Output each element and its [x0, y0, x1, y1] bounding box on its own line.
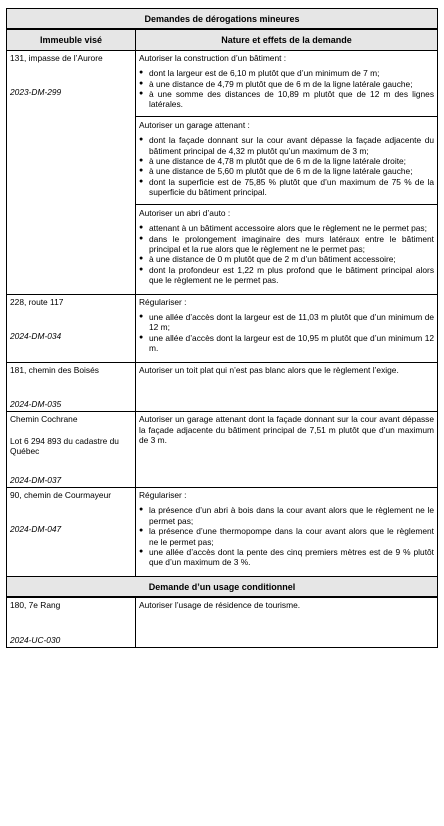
list-item	[139, 254, 434, 264]
property-cell	[7, 50, 136, 294]
list-item-text: une allée d’accès dont la largeur est de 11,03 m plutôt que d’un minimum de 12 m;	[149, 311, 435, 333]
bullet-icon: ●	[139, 224, 144, 232]
list-item	[139, 547, 434, 568]
column-header-nature: Nature et effets de la demande	[136, 29, 438, 50]
nature-cell	[136, 412, 438, 488]
property-address: Chemin Cochrane	[10, 414, 78, 425]
table-row	[7, 362, 438, 412]
bullet-icon: ●	[139, 136, 144, 144]
list-item	[139, 265, 434, 286]
table-row	[7, 597, 438, 647]
list-item	[139, 526, 434, 547]
property-address: 228, route 117	[10, 296, 64, 307]
group-intro: Autoriser l’usage de résidence de tourisme.	[139, 600, 301, 611]
property-cell	[7, 362, 136, 412]
effects-list	[139, 135, 434, 197]
list-item-text: une allée d’accès dont la largeur est de 10,95 m plutôt que d’un minimum 12 m.	[149, 332, 435, 354]
request-code: 2024-DM-037	[10, 474, 62, 485]
nature-cell	[136, 294, 438, 362]
list-item	[139, 156, 434, 166]
column-header-property: Immeuble visé	[7, 29, 136, 50]
list-item-text: à une distance de 5,60 m plutôt que de 6 m de la ligne latérale gauche;	[149, 166, 413, 177]
bullet-icon: ●	[139, 157, 144, 165]
effects-list	[139, 223, 434, 285]
table-row	[7, 412, 438, 488]
section-header-derogations	[7, 9, 438, 30]
request-code: 2024-DM-035	[10, 398, 62, 409]
list-item	[139, 166, 434, 176]
section-header-conditional-use	[7, 576, 438, 597]
request-code: 2024-DM-034	[10, 330, 62, 341]
table-row	[7, 294, 438, 362]
effects-list	[139, 312, 434, 354]
bullet-icon: ●	[139, 506, 144, 514]
list-item-text: une allée d’accès dont la pente des cinq premiers mètres est de 9 % plutôt que d’un maximum de 3 %.	[149, 547, 435, 568]
list-item	[139, 135, 434, 156]
group-intro: Autoriser la construction d’un bâtiment :	[139, 52, 287, 63]
section-title-derogations: Demandes de dérogations mineures	[7, 9, 438, 30]
list-item-text: dont la façade donnant sur la cour avant dépasse la façade adjacente du bâtiment principal de 4,32 m plutôt qu’un maximum de 3 m;	[149, 135, 435, 156]
property-address: 181, chemin des Boisés	[10, 364, 99, 375]
list-item-text: dans le prolongement imaginaire des murs latéraux entre le bâtiment principal et la rue alors que le règlement ne le permet pas;	[149, 233, 435, 254]
bullet-icon: ●	[139, 265, 144, 273]
nature-cell	[136, 50, 438, 294]
list-item	[139, 68, 434, 78]
list-item-text: la présence d’une thermopompe dans la cour avant alors que le règlement ne le permet pas;	[149, 526, 435, 547]
bullet-icon: ●	[139, 312, 144, 320]
nature-cell	[136, 488, 438, 577]
property-cell	[7, 597, 136, 647]
bullet-icon: ●	[139, 177, 144, 185]
group-intro: Autoriser un garage attenant dont la façade donnant sur la cour avant dépasse la façade adjacente du bâtiment principal de 7,51 m plutôt que d’un maximum de 3 m.	[139, 414, 435, 446]
bullet-icon: ●	[139, 527, 144, 535]
list-item	[139, 79, 434, 89]
list-item	[139, 89, 434, 110]
property-cell	[7, 412, 136, 488]
bullet-icon: ●	[139, 548, 144, 556]
request-code: 2023-DM-299	[10, 87, 62, 98]
group-intro: Régulariser :	[139, 296, 187, 307]
nature-cell	[136, 597, 438, 647]
nature-cell	[136, 362, 438, 412]
table-row	[7, 50, 438, 294]
group-intro: Autoriser un garage attenant :	[139, 119, 250, 130]
bullet-icon: ●	[139, 79, 144, 87]
property-address: 131, impasse de l’Aurore	[10, 52, 103, 63]
property-address: 180, 7e Rang	[10, 600, 61, 611]
list-item	[139, 505, 434, 526]
request-code: 2024-DM-047	[10, 524, 62, 535]
list-item	[139, 234, 434, 255]
list-item-text: dont la profondeur est 1,22 m plus profond que le bâtiment principal alors que le règlement ne le permet pas.	[149, 264, 435, 286]
table-row	[7, 488, 438, 577]
group-intro: Autoriser un toit plat qui n’est pas blanc alors que le règlement l’exige.	[139, 364, 399, 375]
group-divider	[136, 116, 437, 117]
list-item	[139, 223, 434, 233]
group-intro: Autoriser un abri d’auto :	[139, 207, 231, 218]
group-intro: Régulariser :	[139, 490, 187, 500]
property-cell	[7, 294, 136, 362]
bullet-icon: ●	[139, 333, 144, 341]
list-item-text: à une distance de 4,78 m plutôt que de 6 m de la ligne latérale droite;	[149, 156, 407, 167]
list-item-text: à une somme des distances de 10,89 m plutôt que de 12 m des lignes latérales.	[149, 89, 435, 110]
list-item-text: à une distance de 0 m plutôt que de 2 m d’un bâtiment accessoire;	[149, 254, 396, 265]
column-header-row	[7, 29, 438, 50]
list-item	[139, 312, 434, 333]
property-address: 90, chemin de Courmayeur	[10, 490, 112, 500]
effects-list	[139, 68, 434, 110]
bullet-icon: ●	[139, 234, 144, 242]
list-item	[139, 333, 434, 354]
derogations-table	[6, 8, 438, 648]
effects-list	[139, 505, 434, 567]
bullet-icon: ●	[139, 90, 144, 98]
bullet-icon: ●	[139, 167, 144, 175]
list-item-text: dont la largeur est de 6,10 m plutôt que d’un minimum de 7 m;	[149, 68, 380, 79]
bullet-icon: ●	[139, 255, 144, 263]
bullet-icon: ●	[139, 69, 144, 77]
group-divider	[136, 204, 437, 205]
property-cell	[7, 488, 136, 577]
list-item-text: à une distance de 4,79 m plutôt que de 6 m de la ligne latérale gauche;	[149, 78, 413, 89]
request-code: 2024-UC-030	[10, 634, 61, 645]
section-title-conditional-use: Demande d’un usage conditionnel	[7, 576, 438, 597]
list-item-text: dont la superficie est de 75,85 % plutôt que d’un maximum de 75 % de la superficie du bâtiment principal.	[149, 176, 435, 198]
list-item-text: la présence d’un abri à bois dans la cour avant alors que le règlement ne le permet pas;	[149, 505, 435, 526]
list-item	[139, 177, 434, 198]
property-lot: Lot 6 294 893 du cadastre du Québec	[10, 435, 119, 457]
list-item-text: attenant à un bâtiment accessoire alors que le règlement ne le permet pas;	[149, 223, 427, 234]
